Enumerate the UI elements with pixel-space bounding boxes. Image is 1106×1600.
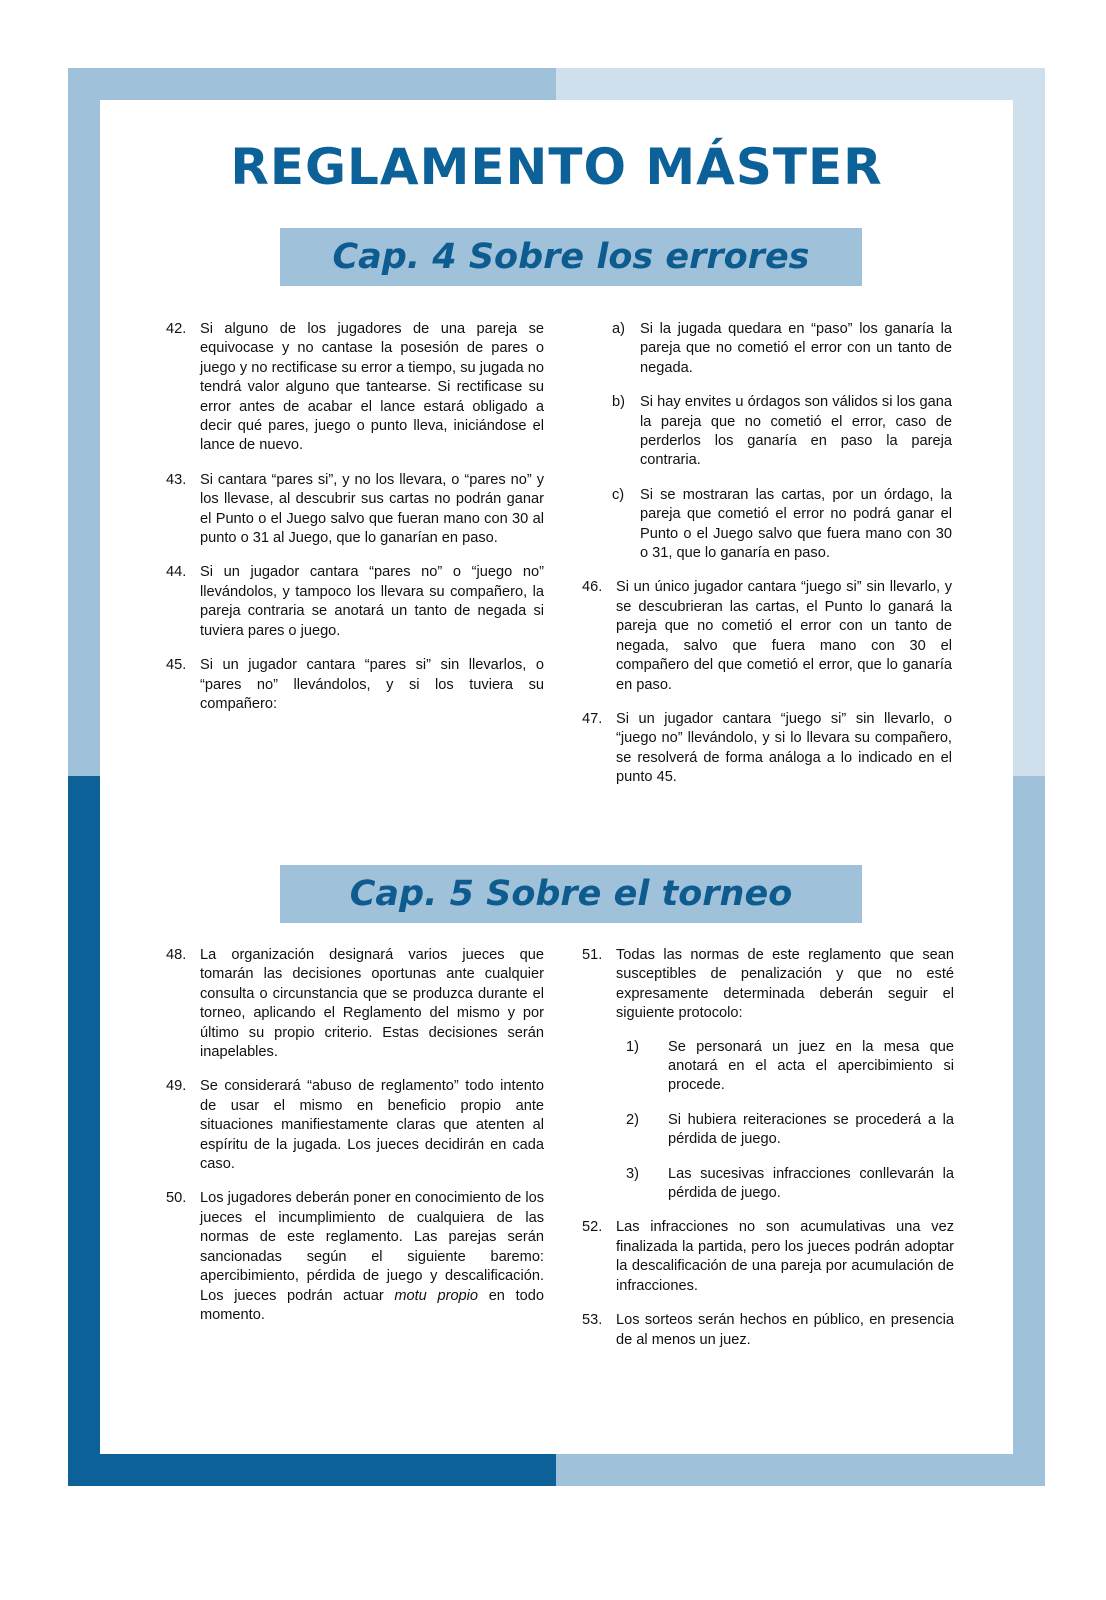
subitem-text: Si la jugada quedara en “paso” los ganaría la pareja que no cometió el error con un tanto de negada.	[640, 321, 952, 376]
chapter-4-left-column	[166, 320, 544, 729]
rule-text: Se considerará “abuso de reglamento” todo intento de usar el mismo en beneficio propio ante situaciones manifiestamente claras que atenten al espíritu de la jugada. Los jueces decidirán en cada caso.	[200, 1078, 544, 1173]
rule-number: 48.	[166, 947, 187, 963]
chapter-5-heading: Cap. 5 Sobre el torneo	[280, 865, 862, 923]
page-title: REGLAMENTO MÁSTER	[230, 138, 883, 196]
rule-number: 45.	[166, 657, 187, 674]
protocol-step-3	[616, 1165, 954, 1204]
rule-number: 50.	[166, 1190, 187, 1207]
subitem-letter: b)	[612, 394, 625, 411]
rule-50	[166, 1189, 544, 1325]
rule-number: 47.	[582, 710, 603, 727]
protocol-list	[616, 1038, 954, 1204]
rule-text-part: Los jugadores deberán poner en conocimiento de los jueces el incumplimiento de cualquiera de las normas de este reglamento. Las parejas serán sancionadas según el siguiente baremo: apercibimiento, pérdida de juego y descalificación. Los jueces podrán actuar	[200, 1190, 545, 1304]
step-number: 3)	[626, 1165, 639, 1182]
rule-43	[166, 471, 544, 549]
rule-number: 53.	[582, 1312, 603, 1329]
subitem-letter: a)	[612, 321, 625, 337]
rule-text-part: Todas las normas de este reglamento que sean susceptibles de penalización y que no esté expresamente determinada deberán seguir el siguiente protocolo:	[616, 947, 954, 1022]
rule-text: Si un jugador cantara “pares no” o “juego no” llevándolos, y tampoco los llevara su compañero, la pareja contraria se anotará un tanto de negada si tuviera pares o juego.	[200, 564, 544, 639]
chapter-4-heading: Cap. 4 Sobre los errores	[280, 228, 862, 286]
rule-46	[582, 578, 952, 694]
step-number: 2)	[626, 1111, 639, 1128]
rule-text: Si cantara “pares si”, y no los llevara, o “pares no” y los llevase, al descubrir sus cartas no podrán ganar el Punto o el Juego salvo que fueran mano con 30 al punto o 31 al Juego, que lo ganarían en paso.	[200, 471, 544, 547]
protocol-step-1	[616, 1038, 954, 1096]
rule-45-c	[612, 486, 952, 564]
rule-49	[166, 1077, 544, 1174]
rule-number: 46.	[582, 579, 603, 596]
rule-text: La organización designará varios jueces que tomarán las decisiones oportunas ante cualquier consulta o circunstancia que se produzca durante el torneo, aplicando el Reglamento del mismo y por último su propio criterio. Estas decisiones serán inapelables.	[200, 947, 544, 1061]
chapter-5-right-column	[582, 946, 954, 1365]
rule-text: Los sorteos serán hechos en público, en presencia de al menos un juez.	[616, 1312, 954, 1348]
protocol-step-2	[616, 1111, 954, 1150]
step-text: Se personará un juez en la mesa que anotará en el acta el apercibimiento si procede.	[668, 1038, 954, 1094]
rule-text-part: en todo momento.	[200, 1287, 544, 1323]
rule-text: Si alguno de los jugadores de una pareja se equivocase y no cantase la posesión de pares o juego y no rectificase su error a tiempo, su jugada no tendrá valor alguno que tantearse. Si rectificase su error antes de acabar el lance estará obligado a decir qué pares, juego o punto lleva, iniciándose el lance de nuevo.	[200, 321, 544, 454]
step-text: Si hubiera reiteraciones se procederá a la pérdida de juego.	[668, 1111, 954, 1148]
rule-text: Las infracciones no son acumulativas una vez finalizada la partida, pero los jueces podrán adoptar la descalificación de una pareja por acumulación de infracciones.	[616, 1219, 954, 1294]
rule-47	[582, 710, 952, 788]
rule-45-b	[612, 393, 952, 471]
chapter-5-left-column	[166, 946, 544, 1340]
rule-text: Si un único jugador cantara “juego si” sin llevarlo, y se descubrieran las cartas, el Punto lo ganará la pareja que no cometió el error con un tanto de negada, salvo que fuera mano con 30 el compañero del que cometió el error, que lo ganaría en paso.	[616, 579, 952, 693]
rule-text-italic: motu propio	[394, 1287, 479, 1304]
subitem-text: Si se mostraran las cartas, por un órdago, la pareja que cometió el error no podrá ganar el Punto o el Juego salvo que fuera mano con 30 o 31, que lo ganaría en paso.	[640, 486, 952, 562]
rule-text: Si un jugador cantara “juego si” sin llevarlo, o “juego no” llevándolo, y si lo llevara su compañero, se resolverá de forma análoga a lo indicado en el punto 45.	[616, 710, 952, 786]
page-sheet	[100, 100, 1013, 1454]
rule-number: 43.	[166, 471, 187, 488]
rule-52	[582, 1218, 954, 1296]
rule-51	[582, 946, 954, 1203]
rule-45	[166, 656, 544, 714]
rule-48	[166, 946, 544, 1062]
step-text: Las sucesivas infracciones conllevarán la pérdida de juego.	[668, 1165, 954, 1202]
rule-42	[166, 320, 544, 456]
rule-number: 42.	[166, 321, 187, 337]
rule-45-a	[612, 320, 952, 378]
rule-number: 44.	[166, 564, 187, 581]
rule-53	[582, 1311, 954, 1350]
rule-text	[200, 1189, 544, 1325]
subitem-letter: c)	[612, 486, 625, 503]
rule-44	[166, 563, 544, 641]
rule-text	[616, 946, 954, 1203]
subitem-text: Si hay envites u órdagos son válidos si los gana la pareja que no cometió el error, caso de perderlos los ganaría en paso la pareja contraria.	[640, 394, 952, 469]
rule-text: Si un jugador cantara “pares si” sin llevarlos, o “pares no” llevándolos, y si los tuviera su compañero:	[200, 657, 544, 712]
rule-number: 51.	[582, 947, 603, 963]
chapter-4-right-column	[582, 320, 952, 803]
rule-number: 52.	[582, 1219, 603, 1236]
step-number: 1)	[626, 1038, 639, 1055]
rule-number: 49.	[166, 1078, 187, 1095]
